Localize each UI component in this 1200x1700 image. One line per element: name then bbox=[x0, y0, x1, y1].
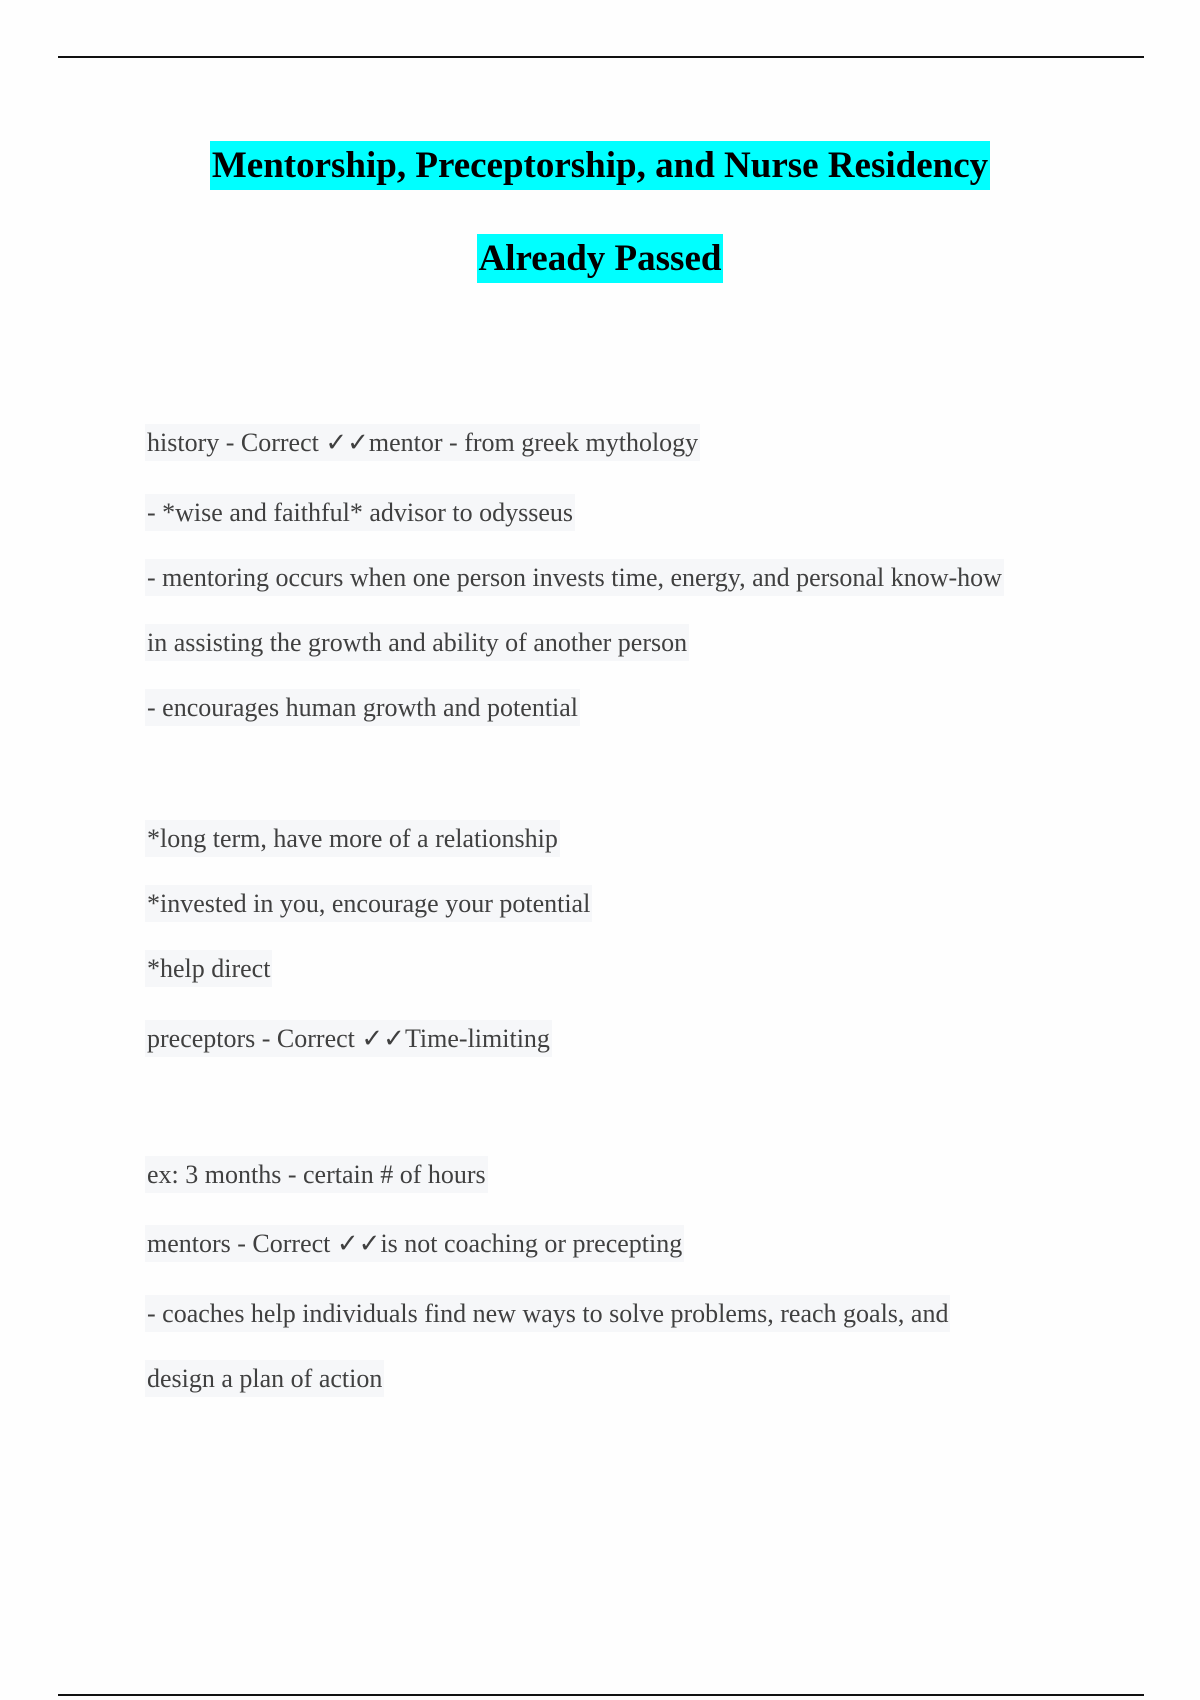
text-line-example-months: ex: 3 months - certain # of hours bbox=[145, 1160, 488, 1190]
text-line-invested: *invested in you, encourage your potential bbox=[145, 889, 592, 919]
text-line-mentors: mentors - Correct ✓✓is not coaching or precepting bbox=[145, 1229, 684, 1259]
text-line-history: history - Correct ✓✓mentor - from greek mythology bbox=[145, 428, 700, 458]
document-title-line-2 bbox=[0, 237, 1200, 280]
top-rule bbox=[58, 56, 1144, 58]
text-line-assisting-growth: in assisting the growth and ability of another person bbox=[145, 628, 689, 658]
text-line-coaches-help: - coaches help individuals find new ways to solve problems, reach goals, and bbox=[145, 1299, 950, 1329]
bottom-rule bbox=[58, 1694, 1144, 1696]
text-line-help-direct: *help direct bbox=[145, 954, 272, 984]
text-line-long-term: *long term, have more of a relationship bbox=[145, 824, 560, 854]
text-line-mentoring-occurs: - mentoring occurs when one person invests time, energy, and personal know-how bbox=[145, 563, 1004, 593]
title-highlight-1: Mentorship, Preceptorship, and Nurse Residency bbox=[210, 141, 990, 190]
text-line-design-plan: design a plan of action bbox=[145, 1364, 384, 1394]
document-title-line-1 bbox=[0, 144, 1200, 187]
title-highlight-2: Already Passed bbox=[477, 234, 724, 283]
text-line-wise-advisor: - *wise and faithful* advisor to odysseus bbox=[145, 498, 575, 528]
text-line-encourages-growth: - encourages human growth and potential bbox=[145, 693, 580, 723]
text-line-preceptors: preceptors - Correct ✓✓Time-limiting bbox=[145, 1024, 552, 1054]
